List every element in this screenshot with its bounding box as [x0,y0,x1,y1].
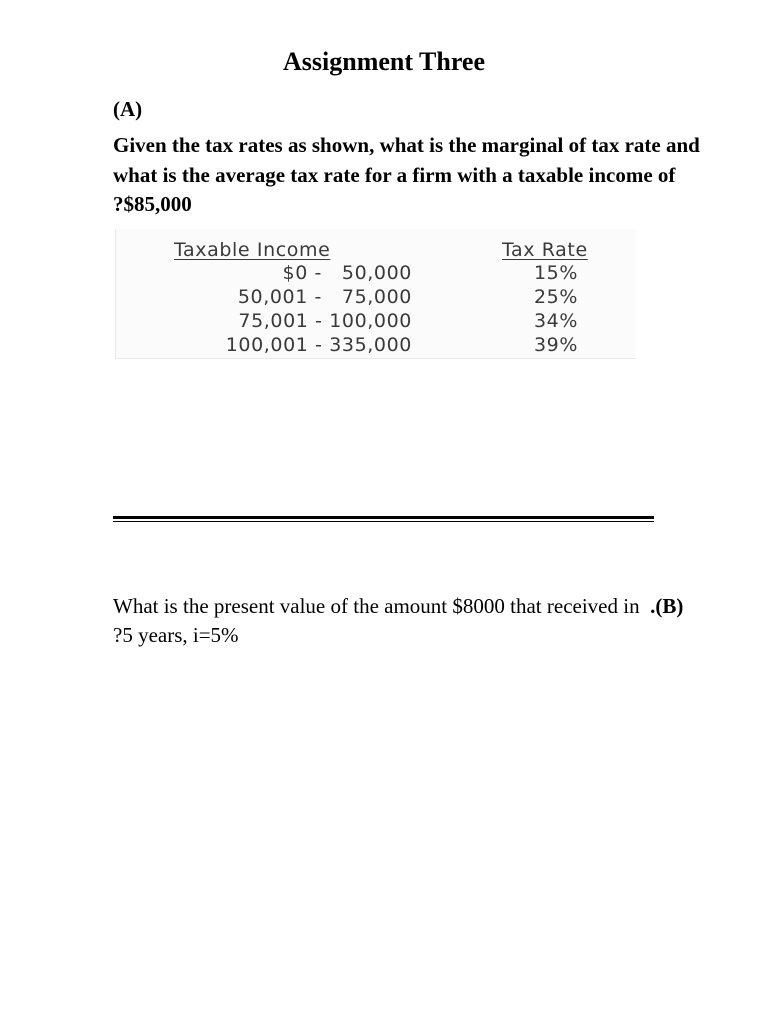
table-cell-rate: 15% [533,262,579,284]
section-b-question [113,592,733,650]
table-cell-income: 50,001 - 75,000 [237,286,412,308]
table-cell-income: $0 - 50,000 [282,262,412,284]
page-title: Assignment Three [283,47,485,76]
table-header-taxable-income: Taxable Income [174,239,331,261]
table-row [116,309,636,333]
section-b-label: .(B) [650,594,684,618]
section-b-question-text: What is the present value of the amount $8000 that received in [113,594,640,618]
table-cell-income: 100,001 - 335,000 [225,334,412,356]
section-a-label: (A) [113,97,143,121]
table-cell-income: 75,001 - 100,000 [238,310,412,332]
section-a-question-line: what is the average tax rate for a firm with a taxable income of [113,162,676,187]
section-a-question-line: Given the tax rates as shown, what is the marginal of tax rate and [113,133,700,157]
section-a-question-line: ?$85,000 [113,192,192,216]
section-b-question-continued: ?5 years, i=5% [113,623,239,647]
table-row [116,333,636,357]
double-rule-divider-bottom [113,521,654,522]
section-a-question [113,131,753,220]
table-header-tax-rate: Tax Rate [502,239,588,261]
table-row [116,261,636,285]
tax-rate-table-image [115,229,636,359]
table-cell-rate: 39% [533,334,579,356]
table-row [116,285,636,309]
double-rule-divider-top [113,516,654,519]
table-cell-rate: 34% [533,310,579,332]
table-cell-rate: 25% [533,286,579,308]
